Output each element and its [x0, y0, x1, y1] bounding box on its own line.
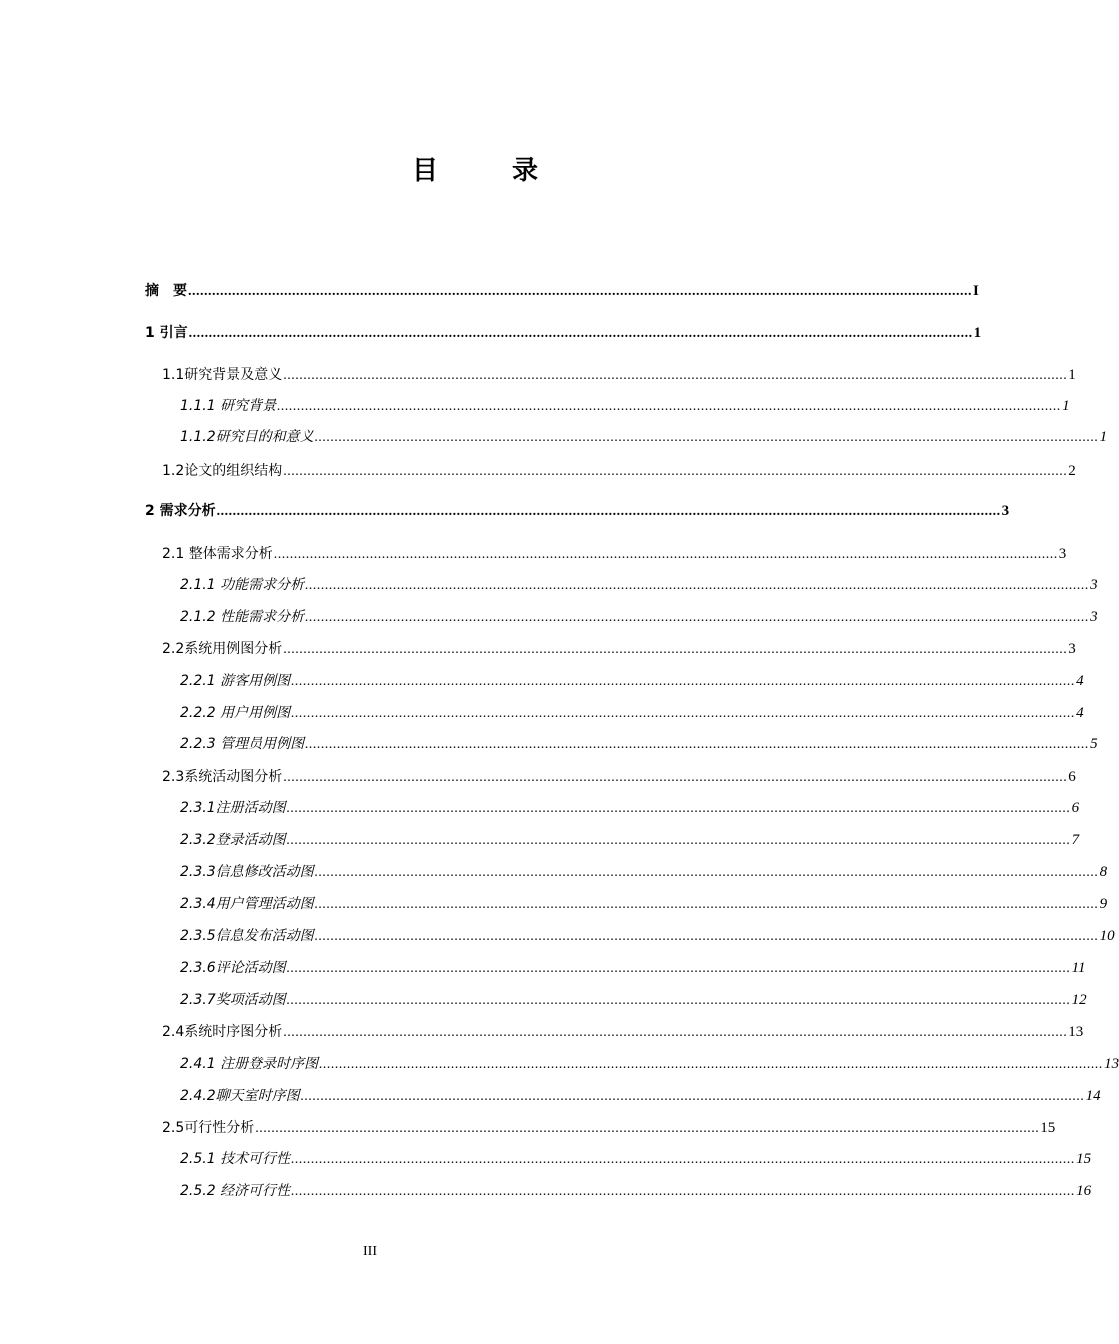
- toc-leader: ....................................................................................................................................................................................................: [300, 1089, 1085, 1104]
- toc-leader: ....................................................................................................................................................................................................: [305, 610, 1090, 625]
- toc-entry-page: 15: [1076, 1151, 1092, 1167]
- toc-entry[interactable]: [162, 1023, 1084, 1042]
- toc-leader: ....................................................................................................................................................................................................: [283, 464, 1068, 479]
- toc-entry-page: 7: [1071, 832, 1080, 848]
- toc-entry-page: 4: [1076, 673, 1084, 689]
- toc-entry[interactable]: [180, 927, 1115, 946]
- toc-entry-page: 16: [1076, 1183, 1092, 1199]
- toc-entry-label: 1.1.1 研究背景: [180, 398, 277, 414]
- toc-entry[interactable]: [180, 831, 1080, 850]
- toc-leader: ....................................................................................................................................................................................................: [291, 706, 1076, 721]
- toc-leader: ....................................................................................................................................................................................................: [314, 430, 1099, 445]
- toc-entry-page: 3: [1001, 503, 1010, 519]
- toc-entry[interactable]: [180, 895, 1108, 914]
- toc-leader: ....................................................................................................................................................................................................: [305, 737, 1090, 752]
- toc-entry-label: 1.1.2研究目的和意义: [180, 429, 314, 445]
- toc-entry[interactable]: [180, 991, 1087, 1010]
- toc-entry[interactable]: [180, 704, 1084, 723]
- toc-entry-label: 2.2.2 用户用例图: [180, 705, 291, 721]
- toc-entry[interactable]: [180, 1150, 1092, 1169]
- toc-entry-page: 1: [1068, 367, 1076, 383]
- toc-leader: ....................................................................................................................................................................................................: [314, 897, 1099, 912]
- toc-entry-label: 2.3系统活动图分析: [162, 769, 283, 785]
- toc-leader: ....................................................................................................................................................................................................: [314, 929, 1099, 944]
- toc-entry-page: 10: [1099, 928, 1115, 944]
- toc-leader: ....................................................................................................................................................................................................: [286, 801, 1071, 816]
- toc-entry-page: 5: [1090, 736, 1098, 752]
- page-title: 目 录: [411, 156, 562, 186]
- toc-leader: ....................................................................................................................................................................................................: [291, 674, 1076, 689]
- toc-entry-label: 摘 要: [145, 283, 187, 299]
- toc-entry[interactable]: [162, 462, 1076, 481]
- toc-entry-label: 2.5.2 经济可行性: [180, 1183, 291, 1199]
- toc-entry-page: 1: [1062, 398, 1070, 414]
- toc-entry-page: I: [973, 283, 979, 299]
- toc-entry-page: 14: [1085, 1088, 1101, 1104]
- toc-leader: ....................................................................................................................................................................................................: [273, 547, 1058, 562]
- toc-entry[interactable]: [180, 672, 1084, 691]
- toc-entry-label: 2.3.3信息修改活动图: [180, 864, 314, 880]
- toc-entry-page: 2: [1068, 463, 1076, 479]
- toc-entry-label: 2.5可行性分析: [162, 1120, 255, 1136]
- toc-entry-page: 3: [1058, 546, 1067, 562]
- toc-entry-page: 9: [1099, 896, 1108, 912]
- toc-leader: ....................................................................................................................................................................................................: [286, 833, 1071, 848]
- toc-entry[interactable]: [180, 799, 1080, 818]
- toc-leader: ....................................................................................................................................................................................................: [305, 578, 1090, 593]
- toc-entry[interactable]: [180, 1087, 1101, 1106]
- toc-entry-label: 2.2.3 管理员用例图: [180, 736, 305, 752]
- toc-leader: ....................................................................................................................................................................................................: [314, 865, 1099, 880]
- toc-entry[interactable]: [180, 428, 1108, 447]
- toc-entry[interactable]: [162, 545, 1067, 564]
- toc-entry-label: 2.5.1 技术可行性: [180, 1151, 291, 1167]
- toc-entry-label: 2.4.2聊天室时序图: [180, 1088, 300, 1104]
- toc-entry-label: 2 需求分析: [145, 503, 216, 519]
- toc-entry[interactable]: [180, 863, 1108, 882]
- toc-leader: ....................................................................................................................................................................................................: [188, 284, 972, 299]
- toc-entry-page: 8: [1099, 864, 1108, 880]
- toc-leader: ....................................................................................................................................................................................................: [255, 1121, 1040, 1136]
- toc-entry-label: 1.2论文的组织结构: [162, 463, 283, 479]
- toc-entry-page: 6: [1068, 769, 1076, 785]
- toc-entry[interactable]: [162, 1119, 1056, 1138]
- toc-leader: ....................................................................................................................................................................................................: [188, 326, 973, 341]
- toc-entry[interactable]: [162, 640, 1076, 659]
- toc-entry-page: 12: [1071, 992, 1087, 1008]
- toc-entry-label: 2.1.2 性能需求分析: [180, 609, 305, 625]
- toc-entry-page: 1: [973, 325, 982, 341]
- toc-entry-label: 2.3.5信息发布活动图: [180, 928, 314, 944]
- toc-entry-label: 1.1研究背景及意义: [162, 367, 283, 383]
- toc-entry-label: 2.3.6评论活动图: [180, 960, 286, 976]
- toc-entry-page: 3: [1068, 641, 1076, 657]
- toc-leader: ....................................................................................................................................................................................................: [216, 504, 1001, 519]
- toc-entry-page: 13: [1068, 1024, 1084, 1040]
- toc-entry[interactable]: [145, 282, 979, 301]
- toc-entry[interactable]: [162, 768, 1076, 787]
- toc-leader: ....................................................................................................................................................................................................: [277, 399, 1062, 414]
- toc-entry[interactable]: [145, 324, 982, 343]
- toc-entry-label: 2.1 整体需求分析: [162, 546, 273, 562]
- toc-entry-label: 2.2.1 游客用例图: [180, 673, 291, 689]
- toc-leader: ....................................................................................................................................................................................................: [283, 368, 1068, 383]
- toc-entry-page: 3: [1090, 577, 1098, 593]
- toc-entry-page: 15: [1040, 1120, 1056, 1136]
- toc-entry[interactable]: [180, 959, 1086, 978]
- toc-entry-page: 13: [1104, 1056, 1119, 1072]
- toc-entry-label: 2.2系统用例图分析: [162, 641, 283, 657]
- toc-entry-label: 2.3.4用户管理活动图: [180, 896, 314, 912]
- toc-entry-label: 2.1.1 功能需求分析: [180, 577, 305, 593]
- toc-entry-label: 2.4系统时序图分析: [162, 1024, 283, 1040]
- toc-entry[interactable]: [162, 366, 1076, 385]
- toc-entry-page: 4: [1076, 705, 1084, 721]
- toc-leader: ....................................................................................................................................................................................................: [291, 1152, 1076, 1167]
- toc-leader: ....................................................................................................................................................................................................: [286, 993, 1071, 1008]
- toc-leader: ....................................................................................................................................................................................................: [291, 1184, 1076, 1199]
- toc-entry[interactable]: [180, 1182, 1092, 1201]
- toc-leader: ....................................................................................................................................................................................................: [319, 1057, 1104, 1072]
- toc-entry-label: 2.3.1注册活动图: [180, 800, 286, 816]
- toc-leader: ....................................................................................................................................................................................................: [283, 1025, 1068, 1040]
- toc-entry[interactable]: [180, 1055, 1119, 1074]
- page-number: III: [363, 1244, 377, 1259]
- toc-leader: ....................................................................................................................................................................................................: [283, 642, 1068, 657]
- toc-entry[interactable]: [180, 576, 1098, 595]
- toc-entry[interactable]: [145, 502, 1010, 521]
- toc-entry-page: 11: [1071, 960, 1086, 976]
- toc-entry[interactable]: [180, 735, 1098, 754]
- toc-entry-label: 1 引言: [145, 325, 188, 341]
- toc-entry[interactable]: [180, 608, 1098, 627]
- toc-entry-page: 1: [1099, 429, 1108, 445]
- toc-entry-label: 2.4.1 注册登录时序图: [180, 1056, 319, 1072]
- toc-entry-label: 2.3.2登录活动图: [180, 832, 286, 848]
- toc-entry[interactable]: [180, 397, 1070, 416]
- toc-leader: ....................................................................................................................................................................................................: [286, 961, 1071, 976]
- toc-entry-label: 2.3.7奖项活动图: [180, 992, 286, 1008]
- toc-entry-page: 6: [1071, 800, 1080, 816]
- toc-leader: ....................................................................................................................................................................................................: [283, 770, 1068, 785]
- toc-entry-page: 3: [1090, 609, 1098, 625]
